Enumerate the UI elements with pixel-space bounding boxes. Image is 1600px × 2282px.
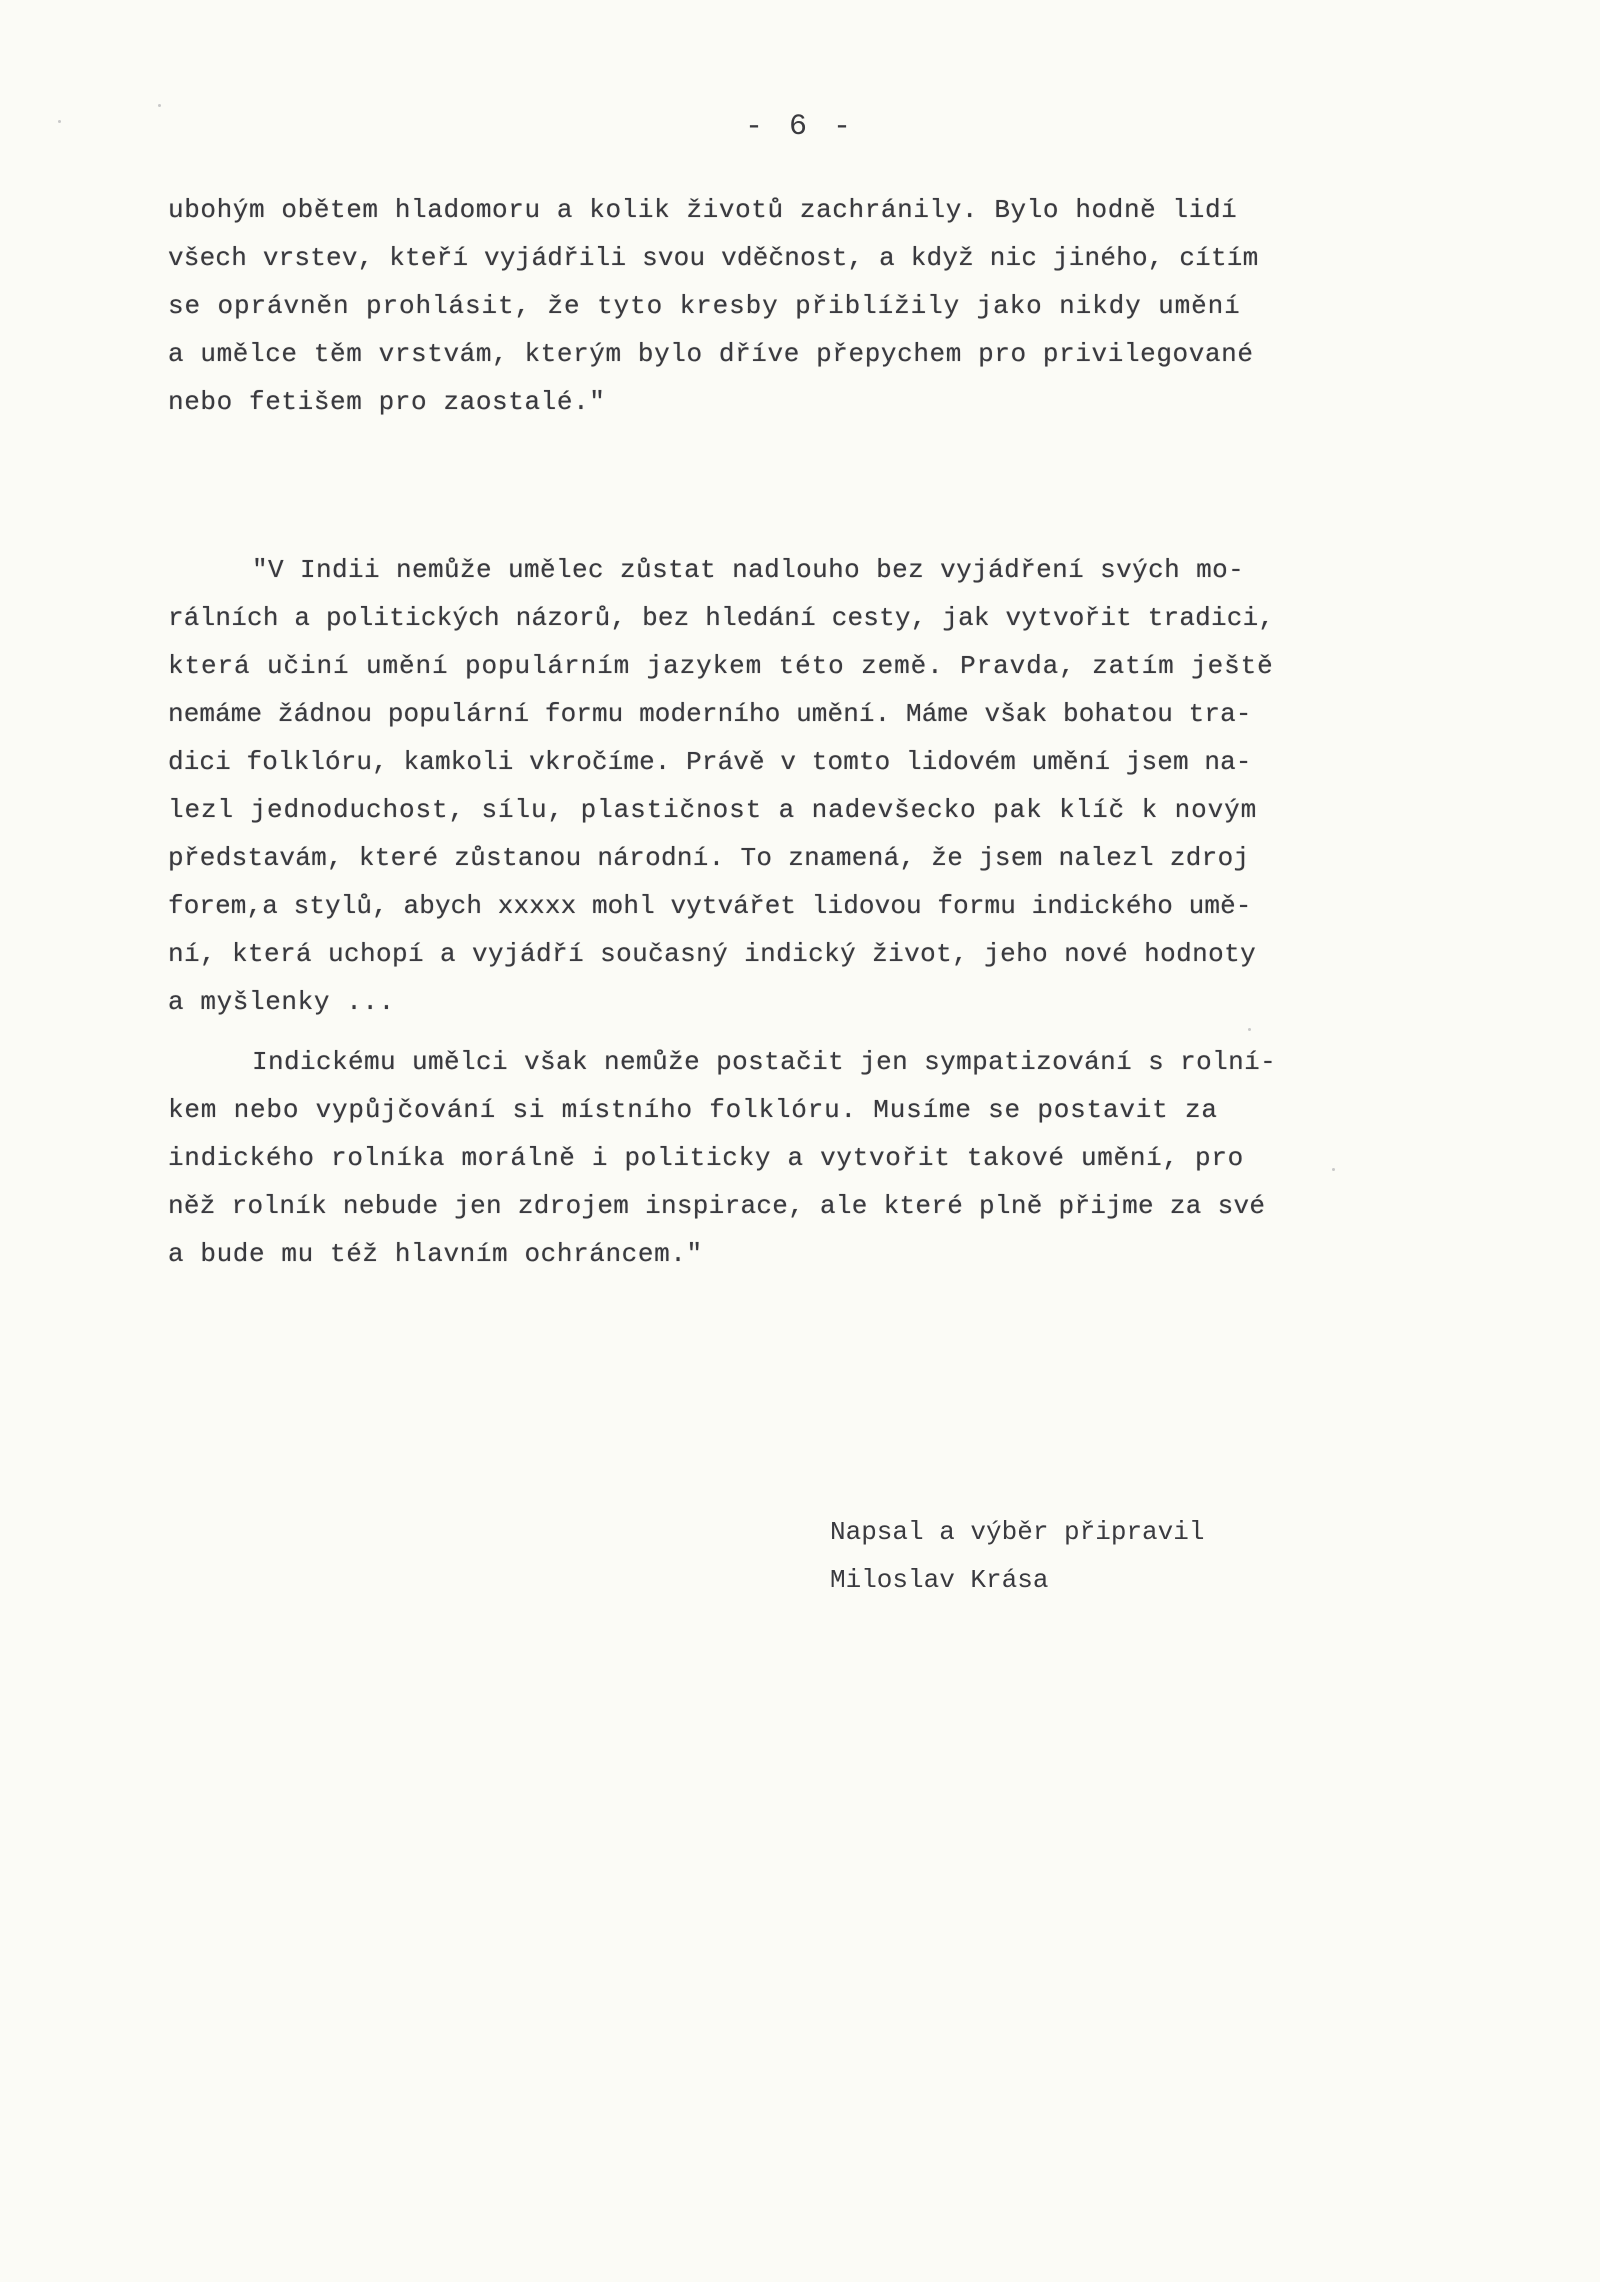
signature-line-2: Miloslav Krása bbox=[830, 1565, 1049, 1595]
paragraph-2-line-10: a myšlenky ... bbox=[168, 987, 395, 1017]
paragraph-2-line-1: "V Indii nemůže umělec zůstat nadlouho bez vyjádření svých mo- bbox=[252, 555, 1245, 585]
paper-speck bbox=[58, 120, 61, 123]
paragraph-3-line-3: indického rolníka morálně i politicky a vytvořit takové umění, pro bbox=[168, 1143, 1244, 1173]
paper-speck bbox=[1332, 1168, 1335, 1171]
paragraph-1-line-2: všech vrstev, kteří vyjádřili svou vděčnost, a když nic jiného, cítím bbox=[168, 243, 1259, 273]
paragraph-2-line-8: forem,a stylů, abych xxxxx mohl vytvářet lidovou formu indického umě- bbox=[168, 891, 1252, 921]
paragraph-3-line-4: něž rolník nebude jen zdrojem inspirace, ale které plně přijme za své bbox=[168, 1191, 1266, 1221]
paragraph-2-line-9: ní, která uchopí a vyjádří současný indický život, jeho nové hodnoty bbox=[168, 939, 1257, 969]
paragraph-2-line-6: lezl jednoduchost, sílu, plastičnost a nadevšecko pak klíč k novým bbox=[168, 795, 1258, 825]
paragraph-1-line-5: nebo fetišem pro zaostalé." bbox=[168, 387, 606, 417]
paragraph-3-line-5: a bude mu též hlavním ochráncem." bbox=[168, 1239, 703, 1269]
paragraph-1-line-1: ubohým obětem hladomoru a kolik životů zachránily. Bylo hodně lidí bbox=[168, 195, 1238, 225]
paragraph-1-line-4: a umělce těm vrstvám, kterým bylo dříve přepychem pro privilegované bbox=[168, 339, 1254, 369]
paragraph-3-line-2: kem nebo vypůjčování si místního folklóru. Musíme se postavit za bbox=[168, 1095, 1218, 1125]
paragraph-2-line-5: dici folklóru, kamkoli vkročíme. Právě v tomto lidovém umění jsem na- bbox=[168, 747, 1252, 777]
paragraph-2-line-3: která učiní umění populárním jazykem této země. Pravda, zatím ještě bbox=[168, 651, 1274, 681]
paragraph-2-line-4: nemáme žádnou populární formu moderního umění. Máme však bohatou tra- bbox=[168, 699, 1252, 729]
signature-line-1: Napsal a výběr připravil bbox=[830, 1517, 1205, 1547]
paragraph-2-line-2: rálních a politických názorů, bez hledání cesty, jak vytvořit tradici, bbox=[168, 603, 1275, 633]
page-number: - 6 - bbox=[744, 110, 855, 144]
paragraph-3-line-1: Indickému umělci však nemůže postačit jen sympatizování s rolní- bbox=[252, 1047, 1277, 1077]
paragraph-2-line-7: představám, které zůstanou národní. To znamená, že jsem nalezl zdroj bbox=[168, 843, 1250, 873]
paragraph-1-line-3: se oprávněn prohlásit, že tyto kresby přiblížily jako nikdy umění bbox=[168, 291, 1241, 321]
paper-speck bbox=[158, 104, 161, 107]
paper-speck bbox=[1248, 1028, 1251, 1031]
